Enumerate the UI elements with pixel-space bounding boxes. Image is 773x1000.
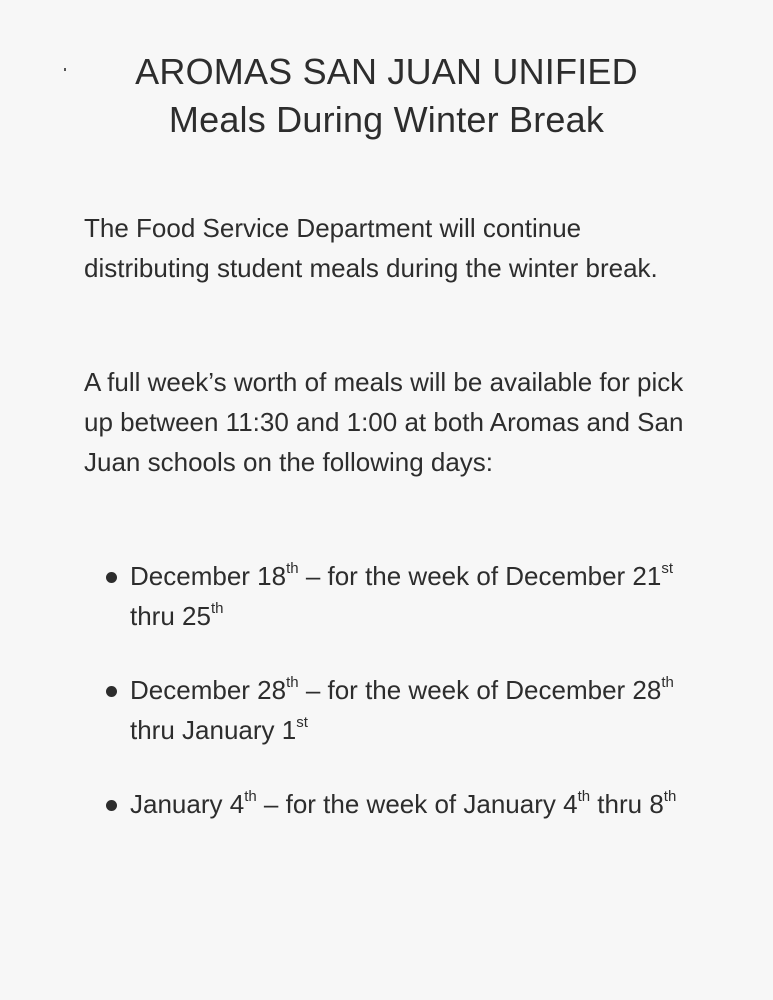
bullet-text: thru 25 [130,601,211,631]
bullet-icon [106,800,117,811]
notice-title: Meals During Winter Break [168,99,605,140]
bullet-text: December 18 [130,561,287,591]
ordinal-suffix: th [210,600,224,618]
ordinal-suffix: th [663,788,677,806]
pickup-date-item [100,784,720,824]
pickup-date-item [100,670,720,750]
bullet-text: – for the week of December 21 [298,561,662,591]
bullet-text: – for the week of December 28 [298,675,662,705]
bullet-text: December 28 [130,675,287,705]
ordinal-suffix: th [661,674,674,692]
bullet-icon [106,572,117,583]
bullet-text: – for the week of January 4 [256,789,578,819]
bullet-text: January 4 [130,789,245,819]
ordinal-suffix: st [296,714,308,732]
bullet-text: thru 8 [590,789,664,819]
intro-paragraph: The Food Service Department will continue distributing student meals during the winter break. [84,213,658,283]
bullet-text: thru January 1 [130,715,297,745]
ordinal-suffix: th [286,560,299,578]
ordinal-suffix: th [286,674,299,692]
pickup-paragraph: A full week’s worth of meals will be available for pick up between 11:30 and 1:00 at both Aromas and San Juan schools on the following days: [84,367,684,477]
district-title: AROMAS SAN JUAN UNIFIED [135,51,638,92]
pickup-date-item [100,556,720,636]
ordinal-suffix: st [661,560,674,578]
ordinal-suffix: th [244,788,257,806]
pickup-dates-list [100,556,720,858]
title-block [0,48,773,144]
bullet-icon [106,686,117,697]
ordinal-suffix: th [577,788,591,806]
